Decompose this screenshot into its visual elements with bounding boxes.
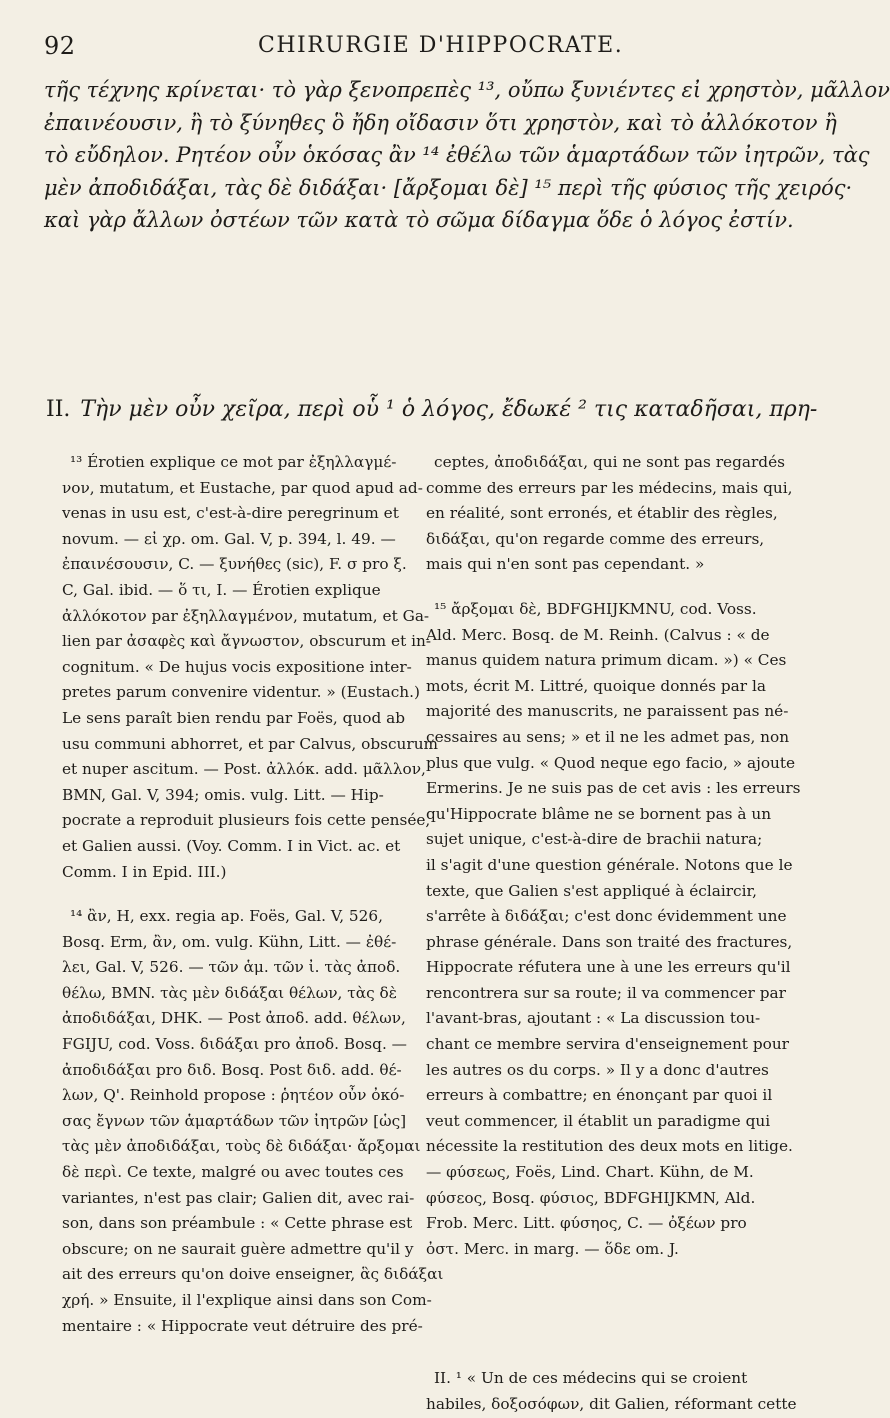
- footnote-line: manus quidem natura primum dicam. ») « Ces: [426, 651, 787, 670]
- footnote-line: usu communi abhorret, et par Calvus, obscurum: [62, 734, 439, 753]
- footnote-line: mais qui n'en sont pas cependant. »: [426, 555, 705, 574]
- footnote-line: — φύσεως, Foës, Lind. Chart. Kühn, de M.: [426, 1163, 754, 1182]
- footnote-line: phrase générale. Dans son traité des fractures,: [426, 932, 793, 951]
- footnote-line: veut commencer, il établit un paradigme qui: [426, 1111, 771, 1130]
- greek-line: μὲν ἀποδιδάξαι, τὰς δὲ διδάξαι· [ἄρξομαι δὲ] ¹⁵ περὶ τῆς φύσιος τῆς χειρός·: [44, 175, 853, 200]
- footnote-line: ¹³ Érotien explique ce mot par ἐξηλλαγμέ-: [70, 453, 397, 471]
- footnotes-left-column: [62, 450, 444, 1339]
- footnote-line: διδάξαι, qu'on regarde comme des erreurs,: [426, 529, 765, 548]
- footnote-line: texte, que Galien s'est appliqué à éclaircir,: [426, 881, 757, 900]
- greek-line: τῆς τέχνης κρίνεται· τὸ γὰρ ξενοπρεπὲς ¹³, οὔπω ξυνιέντες εἰ χρηστὸν, μᾶλλον: [44, 78, 890, 102]
- footnote-line: τὰς μὲν ἀποδιδάξαι, τοὺς δὲ διδάξαι· ἄρξομαι: [62, 1137, 421, 1156]
- running-title: CHIRURGIE D'HIPPOCRATE.: [258, 33, 624, 58]
- greek-line: ἐπαινέουσιν, ἢ τὸ ξύνηθες ὃ ἤδη οἴδασιν ὅτι χρηστὸν, καὶ τὸ ἀλλόκοτον ἢ: [44, 110, 837, 135]
- footnote-line: et Galien aussi. (Voy. Comm. I in Vict. ac. et: [62, 836, 401, 855]
- section-heading-line: [46, 397, 818, 422]
- footnote-line: nécessite la restitution des deux mots en litige.: [426, 1137, 793, 1156]
- footnote-line: novum. — εἰ χρ. om. Gal. V, p. 394, l. 49. —: [62, 529, 396, 548]
- footnote-line: ceptes, ἀποδιδάξαι, qui ne sont pas regardés: [434, 453, 785, 471]
- footnote-line: νον, mutatum, et Eustache, par quod apud ad-: [62, 478, 423, 497]
- footnote-line: l'avant-bras, ajoutant : « La discussion tou-: [426, 1009, 761, 1028]
- footnote-line: χρή. » Ensuite, il l'explique ainsi dans son Com-: [62, 1291, 432, 1309]
- footnote-line: BMN, Gal. V, 394; omis. vulg. Litt. — Hip-: [62, 785, 384, 804]
- footnote-line: comme des erreurs par les médecins, mais qui,: [426, 478, 793, 497]
- footnote-line: obscure; on ne saurait guère admettre qu'il y: [62, 1239, 414, 1258]
- footnote-line: majorité des manuscrits, ne paraissent pas né-: [426, 702, 789, 721]
- footnote-line: ¹⁵ ἄρξομαι δὲ, BDFGHIJKMNU, cod. Voss.: [434, 599, 757, 618]
- greek-line: τὸ εὔδηλον. Ρητέον οὖν ὁκόσας ἂν ¹⁴ ἐθέλω τῶν ἁμαρτάδων τῶν ἰητρῶν, τὰς: [44, 143, 870, 167]
- footnote-gap: [426, 1262, 772, 1366]
- footnote-line: λων, Q'. Reinhold propose : ῥητέον οὖν ὀκό-: [62, 1086, 405, 1105]
- footnote-line: FGIJU, cod. Voss. διδάξαι pro ἀποδ. Bosq. —: [62, 1035, 407, 1054]
- footnote-line: Le sens paraît bien rendu par Foës, quod ab: [62, 708, 406, 727]
- footnote-line: Hippocrate réfutera une à une les erreurs qu'il: [426, 958, 791, 977]
- page-number: 92: [44, 32, 76, 60]
- footnote-line: mots, écrit M. Littré, quoique donnés par la: [426, 676, 766, 695]
- footnote-line: ἀλλόκοτον par ἐξηλλαγμένον, mutatum, et Ga-: [62, 606, 430, 625]
- footnote-line: Ermerins. Je ne suis pas de cet avis : les erreurs: [426, 779, 801, 798]
- footnote-line: qu'Hippocrate blâme ne se bornent pas à un: [426, 804, 772, 823]
- footnotes-right-lower: [426, 1366, 797, 1417]
- footnote-line: les autres os du corps. » Il y a donc d'autres: [426, 1060, 769, 1079]
- footnote-line: lien par ἀσαφὲς καὶ ἄγνωστον, obscurum et in-: [62, 632, 432, 651]
- footnote-line: sujet unique, c'est-à-dire de brachii natura;: [426, 830, 763, 849]
- footnote-line: σας ἔγνων τῶν ἁμαρτάδων τῶν ἰητρῶν [ὡς]: [62, 1111, 407, 1130]
- footnote-line: pretes parum convenire videntur. » (Eustach.): [62, 683, 420, 702]
- footnote-line: Ald. Merc. Bosq. de M. Reinh. (Calvus : « de: [426, 625, 770, 644]
- footnote-line: chant ce membre servira d'enseignement pour: [426, 1035, 789, 1054]
- footnote-line: plus que vulg. « Quod neque ego facio, » ajoute: [426, 753, 796, 772]
- footnote-line: cessaires au sens; » et il ne les admet pas, non: [426, 727, 790, 746]
- footnote-line: et nuper ascitum. — Post. ἀλλόκ. add. μᾶλλον,: [62, 760, 426, 779]
- footnote-line: ἀποδιδάξαι, DHK. — Post ἀποδ. add. θέλων,: [62, 1009, 406, 1028]
- footnotes-right-upper: [426, 450, 801, 1262]
- footnote-line: λει, Gal. V, 526. — τῶν ἁμ. τῶν ἰ. τὰς ἀποδ.: [62, 958, 401, 977]
- footnote-line: δὲ περὶ. Ce texte, malgré ou avec toutes ces: [62, 1163, 404, 1182]
- footnote-line: s'arrête à διδάξαι; c'est donc évidemment une: [426, 907, 787, 926]
- footnote-line: II. ¹ « Un de ces médecins qui se croient: [434, 1369, 748, 1388]
- footnote-line: habiles, δοξοσόφων, dit Galien, réformant cette: [426, 1395, 797, 1413]
- footnote-line: venas in usu est, c'est-à-dire peregrinum et: [62, 504, 399, 523]
- footnote-gap: [62, 885, 408, 904]
- footnote-line: pocrate a reproduit plusieurs fois cette pensée,: [62, 811, 431, 830]
- footnote-line: φύσεος, Bosq. φύσιος, BDFGHIJKMN, Ald.: [426, 1188, 756, 1207]
- footnotes-right-column: [426, 450, 801, 1418]
- footnote-line: C, Gal. ibid. — ὅ τι, I. — Érotien explique: [62, 580, 381, 599]
- footnote-gap: [426, 578, 772, 597]
- greek-main-text: [44, 74, 890, 237]
- footnote-line: mentaire : « Hippocrate veut détruire des pré-: [62, 1316, 423, 1335]
- footnote-line: cognitum. « De hujus vocis expositione inter-: [62, 657, 412, 676]
- footnote-line: ἐπαινέσουσιν, C. — ξυνήθες (sic), F. σ pro ξ.: [62, 555, 407, 574]
- footnote-line: ἀποδιδάξαι pro διδ. Bosq. Post διδ. add. θέ-: [62, 1060, 402, 1079]
- footnote-line: variantes, n'est pas clair; Galien dit, avec rai-: [62, 1188, 415, 1207]
- footnote-line: θέλω, BMN. τὰς μὲν διδάξαι θέλων, τὰς δὲ: [62, 983, 397, 1002]
- section-numeral: II.: [46, 397, 71, 422]
- footnote-line: son, dans son préambule : « Cette phrase est: [62, 1214, 413, 1233]
- footnote-line: Bosq. Erm, ἂν, om. vulg. Kühn, Litt. — ἐθέ-: [62, 932, 397, 951]
- footnote-line: erreurs à combattre; en énonçant par quoi il: [426, 1086, 773, 1105]
- section-greek-text: Τὴν μὲν οὖν χεῖρα, περὶ οὗ ¹ ὁ λόγος, ἔδωκέ ² τις καταδῆσαι, πρη-: [80, 397, 818, 422]
- greek-line: καὶ γὰρ ἄλλων ὀστέων τῶν κατὰ τὸ σῶμα δίδαγμα ὅδε ὁ λόγος ἐστίν.: [44, 208, 794, 232]
- footnote-line: en réalité, sont erronés, et établir des règles,: [426, 504, 778, 523]
- footnote-line: ait des erreurs qu'on doive enseigner, ἃς διδάξαι: [62, 1265, 444, 1284]
- footnote-line: il s'agit d'une question générale. Notons que le: [426, 855, 793, 874]
- footnote-line: rencontrera sur sa route; il va commencer par: [426, 983, 786, 1002]
- footnote-line: ¹⁴ ἂν, H, exx. regia ap. Foës, Gal. V, 526,: [70, 907, 383, 926]
- footnote-line: ὀστ. Merc. in marg. — ὅδε om. J.: [426, 1239, 679, 1258]
- footnote-line: Frob. Merc. Litt. φύσηος, C. — ὀξέων pro: [426, 1214, 747, 1233]
- footnote-line: Comm. I in Epid. III.): [62, 862, 227, 881]
